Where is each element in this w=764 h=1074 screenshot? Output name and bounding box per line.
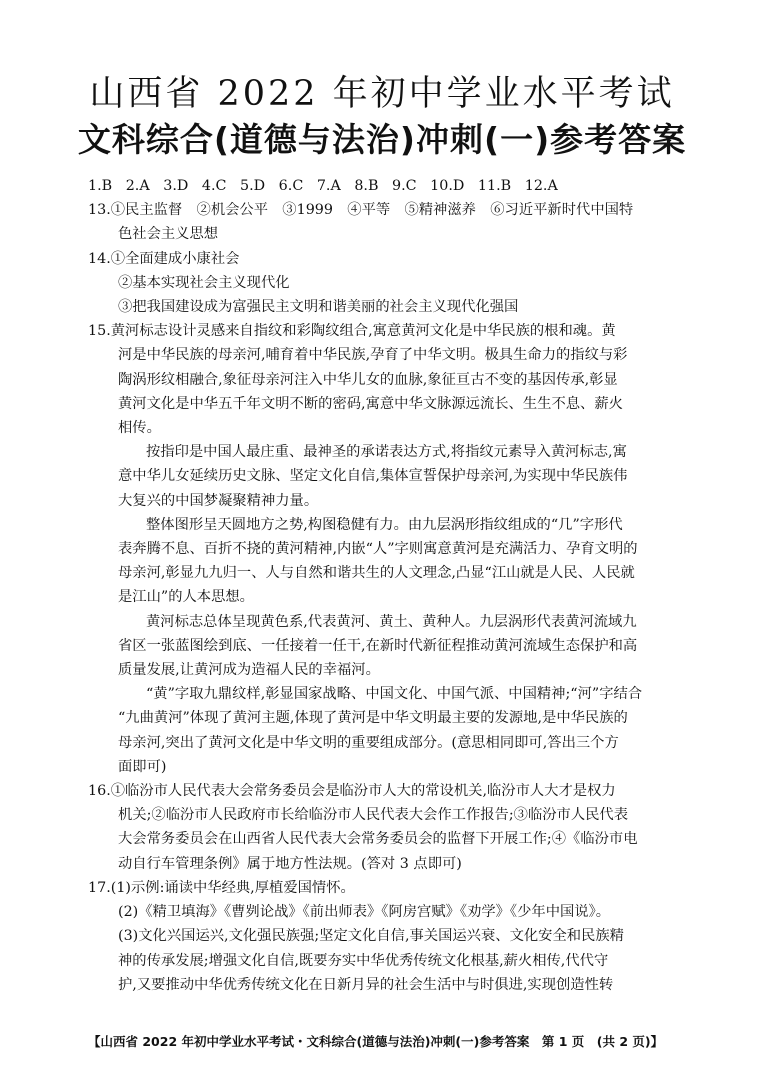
choice-answer: 7.A	[316, 178, 341, 194]
q14-line: ②基本实现社会主义现代化	[118, 274, 290, 291]
q15-line: 意中华儿女延续历史文脉、坚定文化自信,集体宣誓保护母亲河,为实现中华民族伟	[118, 468, 628, 485]
choice-answer: 6.C	[278, 178, 304, 194]
q13-line: 色社会主义思想	[118, 226, 219, 243]
page-title-line2: 文科综合(道德与法治)冲刺(一)参考答案	[77, 120, 687, 159]
q16-line: 大会常务委员会在山西省人民代表大会常务委员会的监督下开展工作;④《临汾市电	[118, 831, 638, 848]
q15-line: 大复兴的中国梦凝聚精神力量。	[118, 492, 319, 509]
q15-line: “九曲黄河”体现了黄河主题,体现了黄河是中华文明最主要的发源地,是中华民族的	[118, 710, 628, 727]
choice-answer: 11.B	[477, 178, 512, 194]
choice-answer: 1.B	[88, 178, 113, 194]
q15-line: 陶涡形纹相融合,象征母亲河注入中华儿女的血脉,象征亘古不变的基因传承,彰显	[118, 371, 618, 388]
choice-answers	[88, 174, 688, 198]
q15-line: 母亲河,彰显九九归一、人与自然和谐共生的人文理念,凸显“江山就是人民、人民就	[118, 565, 635, 582]
choice-answer: 2.A	[125, 178, 150, 194]
q17-line: 17.(1)示例:诵读中华经典,厚植爱国情怀。	[88, 879, 355, 896]
q17-line: (2)《精卫填海》《曹刿论战》《前出师表》《阿房宫赋》《劝学》《少年中国说》。	[118, 904, 611, 921]
choice-answer: 8.B	[354, 178, 379, 194]
choice-answer: 5.D	[240, 178, 266, 194]
q15-line: 黄河文化是中华五千年文明不断的密码,寓意中华文脉源远流长、生生不息、薪火	[118, 395, 623, 412]
page-footer: 【山西省 2022 年初中学业水平考试・文科综合(道德与法治)冲刺(一)参考答案 第 1 页 (共 2 页)】	[88, 1034, 664, 1049]
choice-answer: 3.D	[163, 178, 189, 194]
q15-line: 母亲河,突出了黄河文化是中华文明的重要组成部分。(意思相同即可,答出三个方	[118, 734, 619, 751]
q16-line: 动自行车管理条例》属于地方性法规。(答对 3 点即可)	[118, 855, 462, 872]
choice-answer: 12.A	[524, 178, 558, 194]
q14-line: ③把我国建设成为富强民主文明和谐美丽的社会主义现代化强国	[118, 299, 519, 316]
q13-line: 13.①民主监督 ②机会公平 ③1999 ④平等 ⑤精神滋养 ⑥习近平新时代中国特	[88, 202, 634, 219]
q15-line: “黄”字取九鼎纹样,彰显国家战略、中国文化、中国气派、中国精神;“河”字结合	[146, 686, 643, 703]
q17-line: 护,又要推动中华优秀传统文化在日新月异的社会生活中与时俱进,实现创造性转	[118, 976, 614, 993]
q15-line: 相传。	[118, 420, 161, 437]
q15-line: 黄河标志总体呈现黄色系,代表黄河、黄土、黄种人。九层涡形代表黄河流域九	[146, 613, 637, 630]
q15-line: 按指印是中国人最庄重、最神圣的承诺表达方式,将指纹元素导入黄河标志,寓	[146, 444, 627, 461]
q15-line: 整体图形呈天圆地方之势,构图稳健有力。由九层涡形指纹组成的“几”字形代	[146, 516, 623, 533]
q14-line: 14.①全面建成小康社会	[88, 250, 240, 267]
q15-line: 河是中华民族的母亲河,哺育着中华民族,孕育了中华文明。极具生命力的指纹与彩	[118, 347, 628, 364]
q16-line: 机关;②临汾市人民政府市长给临汾市人民代表大会作工作报告;③临汾市人民代表	[118, 807, 629, 824]
q15-line: 质量发展,让黄河成为造福人民的幸福河。	[118, 662, 380, 679]
q15-line: 15.黄河标志设计灵感来自指纹和彩陶纹组合,寓意黄河文化是中华民族的根和魂。黄	[88, 323, 616, 340]
q17-line: (3)文化兴国运兴,文化强民族强;坚定文化自信,事关国运兴衰、文化安全和民族精	[118, 928, 624, 945]
answer-content	[88, 174, 688, 997]
q16-line: 16.①临汾市人民代表大会常务委员会是临汾市人大的常设机关,临汾市人大才是权力	[88, 783, 616, 800]
choice-answer: 9.C	[392, 178, 417, 194]
choice-answer: 10.D	[430, 178, 465, 194]
q17-line: 神的传承发展;增强文化自信,既要夯实中华优秀传统文化根基,薪火相传,代代守	[118, 952, 609, 969]
q15-line: 表奔腾不息、百折不挠的黄河精神,内嵌“人”字则寓意黄河是充满活力、孕育文明的	[118, 541, 638, 558]
q15-line: 面即可)	[118, 758, 167, 775]
choice-answer: 4.C	[201, 178, 227, 194]
q15-line: 是江山”的人本思想。	[118, 589, 254, 606]
q15-line: 省区一张蓝图绘到底、一任接着一任干,在新时代新征程推动黄河流域生态保护和高	[118, 637, 638, 654]
page-title-line1: 山西省 2022 年初中学业水平考试	[89, 74, 675, 114]
